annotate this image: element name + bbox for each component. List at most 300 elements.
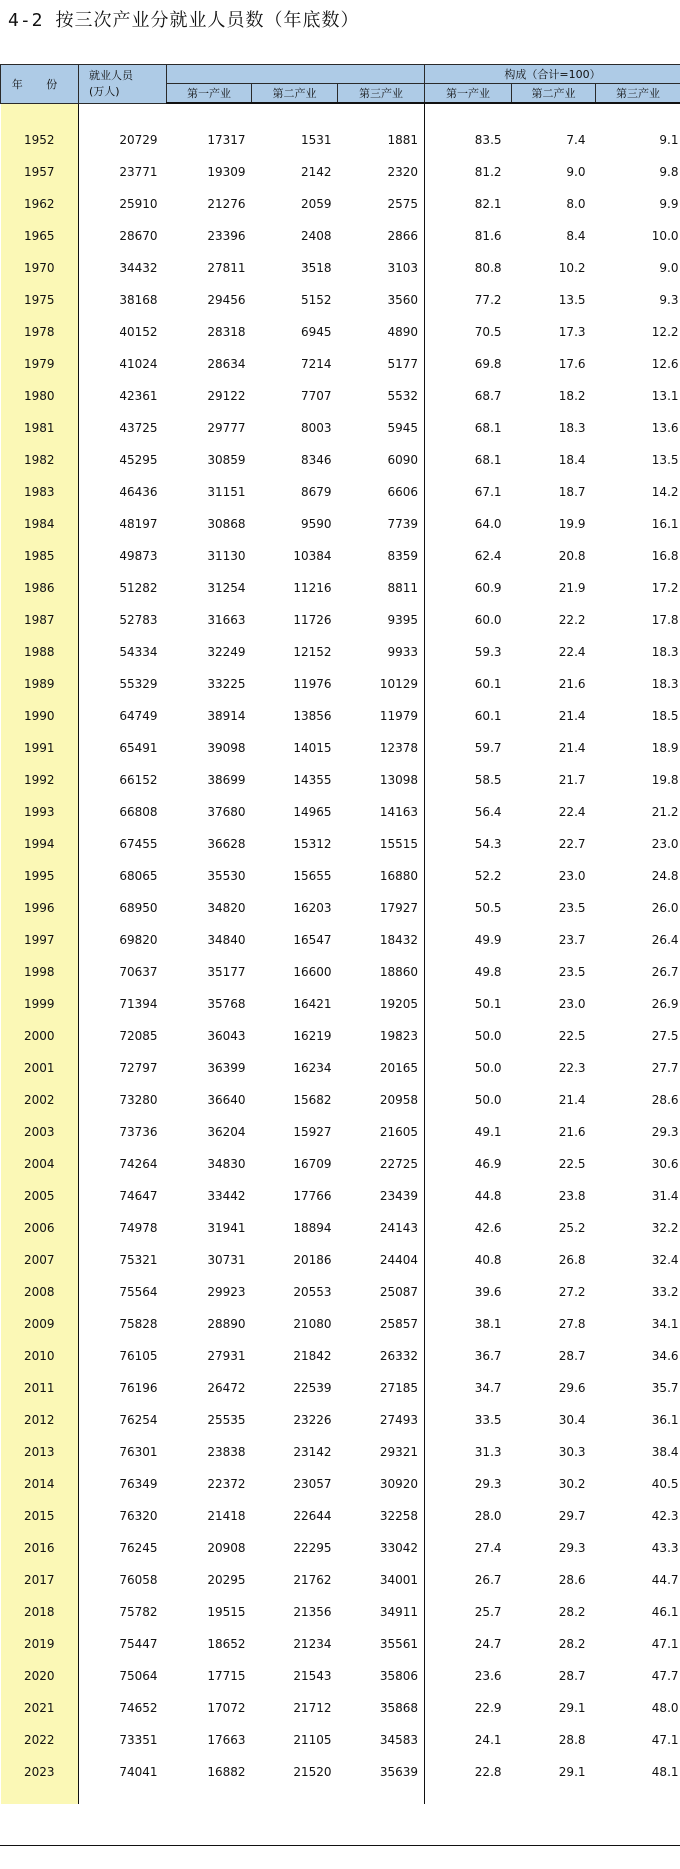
table-row [1, 1116, 680, 1148]
primary-share-cell: 28.0 [474, 1509, 502, 1523]
table-row [1, 252, 680, 284]
tertiary-share-cell: 48.1 [651, 1765, 679, 1779]
tertiary-cell: 6606 [338, 476, 425, 508]
primary-cell: 27931 [207, 1349, 246, 1363]
year-cell: 1995 [1, 860, 79, 892]
table-row [1, 1660, 680, 1692]
employed-total-cell: 76254 [119, 1413, 158, 1427]
primary-cell: 22372 [207, 1477, 246, 1491]
primary-cell: 28634 [207, 357, 246, 371]
year-cell: 1986 [1, 572, 79, 604]
secondary-share-cell: 18.2 [558, 389, 586, 403]
employed-total-cell: 69820 [119, 933, 158, 947]
tertiary-cell: 5945 [338, 412, 425, 444]
year-cell: 1962 [1, 188, 79, 220]
tertiary-share-cell: 34.6 [651, 1349, 679, 1363]
primary-cell: 38914 [207, 709, 246, 723]
employed-total-cell: 41024 [119, 357, 158, 371]
primary-share-cell: 50.5 [474, 901, 502, 915]
secondary-cell: 6945 [300, 325, 332, 339]
secondary-share-cell: 22.4 [558, 805, 586, 819]
employed-total-cell: 73280 [119, 1093, 158, 1107]
primary-share-cell: 49.1 [474, 1125, 502, 1139]
year-cell: 1981 [1, 412, 79, 444]
secondary-cell: 15682 [293, 1093, 332, 1107]
primary-cell: 30731 [207, 1253, 246, 1267]
secondary-cell: 17766 [293, 1189, 332, 1203]
year-cell: 2013 [1, 1436, 79, 1468]
header-primary-share: 第一产业 [425, 84, 512, 104]
table-row [1, 1628, 680, 1660]
table-row [1, 1276, 680, 1308]
primary-cell: 34840 [207, 933, 246, 947]
header-employed [79, 65, 167, 104]
year-cell: 1984 [1, 508, 79, 540]
table-row [1, 1724, 680, 1756]
table-row [1, 220, 680, 252]
header-tertiary: 第三产业 [338, 84, 425, 104]
tertiary-share-cell: 27.5 [651, 1029, 679, 1043]
primary-share-cell: 29.3 [474, 1477, 502, 1491]
employed-total-cell: 73736 [119, 1125, 158, 1139]
tertiary-share-cell: 9.8 [659, 165, 679, 179]
table-row [1, 540, 680, 572]
primary-share-cell: 23.6 [474, 1669, 502, 1683]
secondary-cell: 15312 [293, 837, 332, 851]
employed-total-cell: 38168 [119, 293, 158, 307]
tertiary-share-cell: 18.3 [651, 645, 679, 659]
year-cell: 2003 [1, 1116, 79, 1148]
employed-total-cell: 20729 [119, 133, 158, 147]
table-row [1, 124, 680, 156]
primary-cell: 29923 [207, 1285, 246, 1299]
header-tertiary-share: 第三产业 [596, 84, 680, 104]
year-cell: 2011 [1, 1372, 79, 1404]
table-row [1, 572, 680, 604]
primary-share-cell: 33.5 [474, 1413, 502, 1427]
tertiary-cell: 34583 [338, 1724, 425, 1756]
employed-total-cell: 23771 [119, 165, 158, 179]
year-cell: 2004 [1, 1148, 79, 1180]
employed-total-cell: 42361 [119, 389, 158, 403]
year-cell: 1990 [1, 700, 79, 732]
tertiary-cell: 18432 [338, 924, 425, 956]
secondary-cell: 2142 [300, 165, 332, 179]
tertiary-share-cell: 32.4 [651, 1253, 679, 1267]
year-cell: 1988 [1, 636, 79, 668]
secondary-cell: 21762 [293, 1573, 332, 1587]
secondary-cell: 11216 [293, 581, 332, 595]
tertiary-cell: 9395 [338, 604, 425, 636]
primary-cell: 29122 [207, 389, 246, 403]
secondary-cell: 12152 [293, 645, 332, 659]
table-row [1, 1756, 680, 1788]
tertiary-cell: 29321 [338, 1436, 425, 1468]
primary-share-cell: 50.0 [474, 1093, 502, 1107]
secondary-cell: 21080 [293, 1317, 332, 1331]
year-cell: 1979 [1, 348, 79, 380]
employed-total-cell: 76301 [119, 1445, 158, 1459]
primary-share-cell: 27.4 [474, 1541, 502, 1555]
primary-share-cell: 50.1 [474, 997, 502, 1011]
header-secondary: 第二产业 [252, 84, 338, 104]
primary-share-cell: 40.8 [474, 1253, 502, 1267]
table-row [1, 860, 680, 892]
secondary-cell: 23142 [293, 1445, 332, 1459]
secondary-cell: 2408 [300, 229, 332, 243]
primary-share-cell: 56.4 [474, 805, 502, 819]
year-cell: 2019 [1, 1628, 79, 1660]
table-row [1, 924, 680, 956]
employed-total-cell: 75064 [119, 1669, 158, 1683]
tertiary-cell: 1881 [338, 124, 425, 156]
year-cell: 2006 [1, 1212, 79, 1244]
primary-cell: 19309 [207, 165, 246, 179]
primary-cell: 36204 [207, 1125, 246, 1139]
tertiary-share-cell: 9.0 [659, 261, 679, 275]
tertiary-cell: 25087 [338, 1276, 425, 1308]
secondary-cell: 14015 [293, 741, 332, 755]
table-row [1, 284, 680, 316]
tertiary-cell: 3103 [338, 252, 425, 284]
table-row [1, 1692, 680, 1724]
employment-table [0, 64, 680, 1804]
employed-total-cell: 76196 [119, 1381, 158, 1395]
secondary-share-cell: 9.0 [566, 165, 586, 179]
primary-cell: 33442 [207, 1189, 246, 1203]
primary-cell: 38699 [207, 773, 246, 787]
employed-total-cell: 75447 [119, 1637, 158, 1651]
primary-share-cell: 77.2 [474, 293, 502, 307]
secondary-share-cell: 28.2 [558, 1637, 586, 1651]
secondary-cell: 16421 [293, 997, 332, 1011]
table-number: 4-2 [8, 10, 44, 31]
secondary-share-cell: 21.4 [558, 1093, 586, 1107]
employed-total-cell: 43725 [119, 421, 158, 435]
tertiary-share-cell: 34.1 [651, 1317, 679, 1331]
year-cell: 1980 [1, 380, 79, 412]
year-cell: 1970 [1, 252, 79, 284]
tertiary-cell: 4890 [338, 316, 425, 348]
table-row [1, 796, 680, 828]
table-row [1, 1020, 680, 1052]
page-title [8, 6, 360, 32]
year-cell: 2007 [1, 1244, 79, 1276]
tertiary-cell: 19823 [338, 1020, 425, 1052]
employed-total-cell: 75564 [119, 1285, 158, 1299]
table-row [1, 1596, 680, 1628]
primary-cell: 23838 [207, 1445, 246, 1459]
employed-total-cell: 72085 [119, 1029, 158, 1043]
secondary-share-cell: 21.6 [558, 1125, 586, 1139]
year-cell-spacer [1, 103, 79, 124]
tertiary-cell: 34911 [338, 1596, 425, 1628]
employed-total-cell: 74652 [119, 1701, 158, 1715]
tertiary-cell: 16880 [338, 860, 425, 892]
secondary-share-cell: 18.7 [558, 485, 586, 499]
secondary-share-cell: 23.5 [558, 901, 586, 915]
primary-share-cell: 60.1 [474, 709, 502, 723]
primary-cell: 25535 [207, 1413, 246, 1427]
secondary-cell: 18894 [293, 1221, 332, 1235]
primary-cell: 31151 [207, 485, 246, 499]
year-cell: 1993 [1, 796, 79, 828]
tertiary-share-cell: 44.7 [651, 1573, 679, 1587]
header-secondary-share: 第二产业 [512, 84, 596, 104]
secondary-share-cell: 29.1 [558, 1765, 586, 1779]
table-row [1, 636, 680, 668]
table-row [1, 604, 680, 636]
secondary-share-cell: 29.7 [558, 1509, 586, 1523]
table-row [1, 1564, 680, 1596]
primary-cell: 35177 [207, 965, 246, 979]
year-cell: 2005 [1, 1180, 79, 1212]
table-row [1, 1308, 680, 1340]
table-tail-row [1, 1788, 680, 1804]
secondary-cell: 16547 [293, 933, 332, 947]
primary-share-cell: 50.0 [474, 1061, 502, 1075]
secondary-share-cell: 22.3 [558, 1061, 586, 1075]
secondary-share-cell: 25.2 [558, 1221, 586, 1235]
employed-total-cell: 25910 [119, 197, 158, 211]
employed-total-cell: 65491 [119, 741, 158, 755]
tertiary-share-cell: 26.4 [651, 933, 679, 947]
tertiary-cell: 20958 [338, 1084, 425, 1116]
table-row [1, 1436, 680, 1468]
year-cell: 1992 [1, 764, 79, 796]
primary-share-cell: 22.8 [474, 1765, 502, 1779]
tertiary-share-cell: 13.5 [651, 453, 679, 467]
table-row [1, 1468, 680, 1500]
tertiary-cell: 10129 [338, 668, 425, 700]
tertiary-share-cell: 18.5 [651, 709, 679, 723]
tertiary-share-cell: 28.6 [651, 1093, 679, 1107]
header-primary: 第一产业 [167, 84, 252, 104]
employed-total-cell: 76320 [119, 1509, 158, 1523]
employed-total-cell: 51282 [119, 581, 158, 595]
year-cell: 1985 [1, 540, 79, 572]
employed-total-cell: 75321 [119, 1253, 158, 1267]
table-row [1, 1500, 680, 1532]
secondary-share-cell: 18.4 [558, 453, 586, 467]
primary-share-cell: 38.1 [474, 1317, 502, 1331]
year-cell: 2022 [1, 1724, 79, 1756]
tertiary-share-cell: 48.0 [651, 1701, 679, 1715]
tertiary-cell: 33042 [338, 1532, 425, 1564]
tertiary-share-cell: 30.6 [651, 1157, 679, 1171]
primary-share-cell: 82.1 [474, 197, 502, 211]
primary-cell: 23396 [207, 229, 246, 243]
secondary-share-cell: 22.7 [558, 837, 586, 851]
tertiary-share-cell: 9.1 [659, 133, 679, 147]
primary-share-cell: 26.7 [474, 1573, 502, 1587]
header-employed-line1: 就业人员 [89, 68, 133, 82]
secondary-cell: 16219 [293, 1029, 332, 1043]
primary-cell: 35530 [207, 869, 246, 883]
primary-share-cell: 58.5 [474, 773, 502, 787]
secondary-cell: 8346 [300, 453, 332, 467]
tertiary-share-cell: 10.0 [651, 229, 679, 243]
secondary-share-cell: 17.3 [558, 325, 586, 339]
header-employed-line2: (万人) [89, 84, 120, 98]
tertiary-cell: 3560 [338, 284, 425, 316]
year-cell: 2001 [1, 1052, 79, 1084]
secondary-cell: 1531 [300, 133, 332, 147]
year-cell: 1987 [1, 604, 79, 636]
tertiary-share-cell: 31.4 [651, 1189, 679, 1203]
year-cell: 2012 [1, 1404, 79, 1436]
tertiary-cell: 19205 [338, 988, 425, 1020]
tertiary-share-cell: 9.9 [659, 197, 679, 211]
tertiary-share-cell: 42.3 [651, 1509, 679, 1523]
table-row [1, 1084, 680, 1116]
employed-total-cell: 66808 [119, 805, 158, 819]
employed-total-cell: 67455 [119, 837, 158, 851]
year-cell: 1983 [1, 476, 79, 508]
employed-total-cell: 64749 [119, 709, 158, 723]
primary-cell: 20295 [207, 1573, 246, 1587]
primary-cell: 20908 [207, 1541, 246, 1555]
table-row [1, 1372, 680, 1404]
employed-total-cell: 28670 [119, 229, 158, 243]
employed-total-cell: 55329 [119, 677, 158, 691]
primary-share-cell: 34.7 [474, 1381, 502, 1395]
secondary-cell: 21712 [293, 1701, 332, 1715]
tertiary-cell: 21605 [338, 1116, 425, 1148]
secondary-cell: 16203 [293, 901, 332, 915]
table-header [1, 65, 680, 104]
tertiary-share-cell: 18.3 [651, 677, 679, 691]
primary-share-cell: 36.7 [474, 1349, 502, 1363]
secondary-share-cell: 28.2 [558, 1605, 586, 1619]
primary-cell: 29777 [207, 421, 246, 435]
tertiary-share-cell: 13.6 [651, 421, 679, 435]
employed-total-cell: 49873 [119, 549, 158, 563]
primary-cell: 36640 [207, 1093, 246, 1107]
tertiary-cell: 6090 [338, 444, 425, 476]
tertiary-cell: 26332 [338, 1340, 425, 1372]
tertiary-share-cell: 38.4 [651, 1445, 679, 1459]
table-row [1, 508, 680, 540]
tertiary-cell: 24404 [338, 1244, 425, 1276]
secondary-share-cell: 23.5 [558, 965, 586, 979]
primary-cell: 36043 [207, 1029, 246, 1043]
year-cell: 1952 [1, 124, 79, 156]
primary-cell: 34830 [207, 1157, 246, 1171]
table-row [1, 156, 680, 188]
employed-total-cell: 34432 [119, 261, 158, 275]
table-row [1, 668, 680, 700]
secondary-share-cell: 10.2 [558, 261, 586, 275]
year-cell: 1982 [1, 444, 79, 476]
tertiary-cell: 24143 [338, 1212, 425, 1244]
secondary-cell: 2059 [300, 197, 332, 211]
primary-share-cell: 80.8 [474, 261, 502, 275]
primary-cell: 21418 [207, 1509, 246, 1523]
primary-share-cell: 24.1 [474, 1733, 502, 1747]
primary-share-cell: 49.9 [474, 933, 502, 947]
employed-total-cell: 54334 [119, 645, 158, 659]
table-title: 按三次产业分就业人员数（年底数） [55, 10, 360, 31]
tertiary-share-cell: 27.7 [651, 1061, 679, 1075]
table-row [1, 1212, 680, 1244]
primary-share-cell: 60.1 [474, 677, 502, 691]
secondary-cell: 21356 [293, 1605, 332, 1619]
secondary-share-cell: 21.7 [558, 773, 586, 787]
primary-share-cell: 67.1 [474, 485, 502, 499]
primary-share-cell: 81.2 [474, 165, 502, 179]
tertiary-cell: 23439 [338, 1180, 425, 1212]
secondary-share-cell: 7.4 [566, 133, 586, 147]
primary-share-cell: 39.6 [474, 1285, 502, 1299]
tertiary-share-cell: 33.2 [651, 1285, 679, 1299]
primary-share-cell: 54.3 [474, 837, 502, 851]
secondary-share-cell: 23.8 [558, 1189, 586, 1203]
year-cell: 2023 [1, 1756, 79, 1788]
primary-share-cell: 62.4 [474, 549, 502, 563]
year-cell: 1997 [1, 924, 79, 956]
table-row [1, 1340, 680, 1372]
table-row [1, 188, 680, 220]
tertiary-cell: 8359 [338, 540, 425, 572]
tertiary-cell: 22725 [338, 1148, 425, 1180]
tertiary-share-cell: 26.0 [651, 901, 679, 915]
employed-total-cell: 76245 [119, 1541, 158, 1555]
tertiary-share-cell: 32.2 [651, 1221, 679, 1235]
tertiary-share-cell: 47.7 [651, 1669, 679, 1683]
secondary-share-cell: 30.3 [558, 1445, 586, 1459]
year-cell: 1965 [1, 220, 79, 252]
year-cell: 1957 [1, 156, 79, 188]
primary-share-cell: 59.3 [474, 645, 502, 659]
tertiary-share-cell: 9.3 [659, 293, 679, 307]
tertiary-cell: 27493 [338, 1404, 425, 1436]
tertiary-cell: 18860 [338, 956, 425, 988]
tertiary-share-cell: 12.2 [651, 325, 679, 339]
table-row [1, 700, 680, 732]
primary-cell: 29456 [207, 293, 246, 307]
secondary-share-cell: 29.3 [558, 1541, 586, 1555]
employed-total-cell: 48197 [119, 517, 158, 531]
secondary-share-cell: 28.7 [558, 1669, 586, 1683]
secondary-cell: 7214 [300, 357, 332, 371]
primary-cell: 28318 [207, 325, 246, 339]
employed-total-cell: 70637 [119, 965, 158, 979]
tertiary-share-cell: 36.1 [651, 1413, 679, 1427]
secondary-cell: 22295 [293, 1541, 332, 1555]
table-row [1, 988, 680, 1020]
secondary-cell: 16709 [293, 1157, 332, 1171]
secondary-cell: 10384 [293, 549, 332, 563]
primary-cell: 39098 [207, 741, 246, 755]
primary-cell: 33225 [207, 677, 246, 691]
tertiary-share-cell: 18.9 [651, 741, 679, 755]
table-row [1, 316, 680, 348]
secondary-cell: 9590 [300, 517, 332, 531]
secondary-cell: 22539 [293, 1381, 332, 1395]
tertiary-cell: 15515 [338, 828, 425, 860]
table-row [1, 348, 680, 380]
employed-total-cell: 75782 [119, 1605, 158, 1619]
year-cell: 2008 [1, 1276, 79, 1308]
secondary-share-cell: 27.8 [558, 1317, 586, 1331]
header-composition: 构成（合计=100） [425, 65, 680, 84]
table-row [1, 444, 680, 476]
employed-total-cell: 75828 [119, 1317, 158, 1331]
secondary-share-cell: 23.0 [558, 869, 586, 883]
tertiary-share-cell: 43.3 [651, 1541, 679, 1555]
primary-share-cell: 83.5 [474, 133, 502, 147]
